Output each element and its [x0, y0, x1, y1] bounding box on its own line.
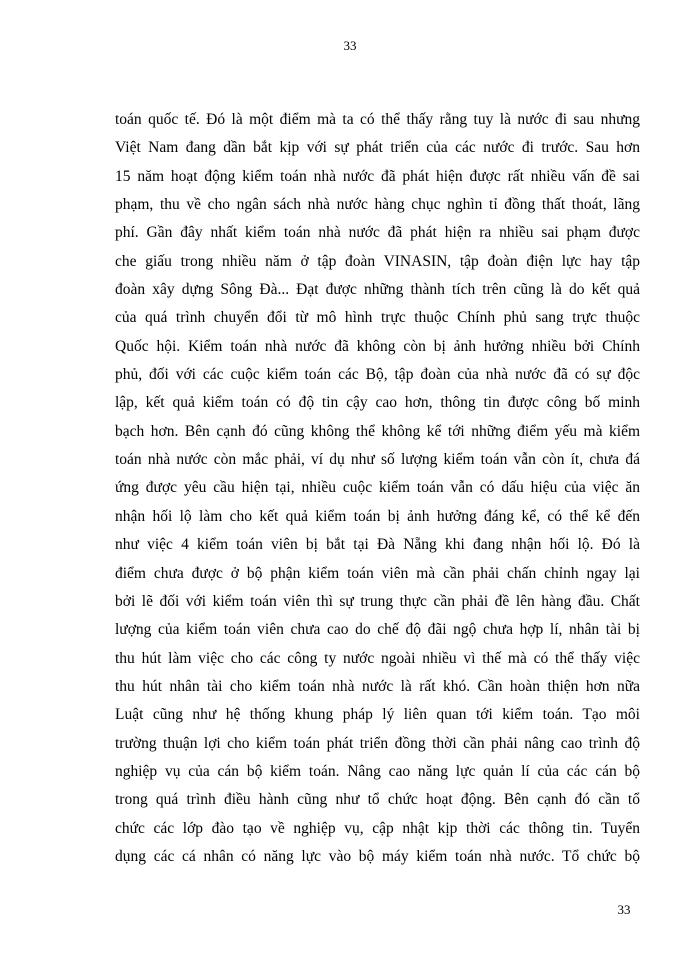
- text-line: đoàn xây dựng Sông Đà... Đạt được những thành tích trên cũng là do kết quả: [115, 281, 640, 299]
- text-line: dụng các cá nhân có năng lực vào bộ máy kiểm toán nhà nước. Tổ chức bộ: [115, 847, 640, 865]
- text-line: điểm chưa được ở bộ phận kiểm toán viên mà cần phải chấn chỉnh ngay lại: [115, 564, 640, 582]
- text-line: lượng của kiểm toán viên chưa cao do chế độ đãi ngộ chưa hợp lí, nhân tài bị: [115, 621, 640, 639]
- text-line: Luật cũng như hệ thống khung pháp lý liên quan tới kiểm toán. Tạo môi: [115, 706, 640, 724]
- text-line: Việt Nam đang dần bắt kịp với sự phát triển của các nước đi trước. Sau hơn: [115, 139, 640, 157]
- text-line: phí. Gần đây nhất kiểm toán nhà nước đã phát hiện ra nhiều sai phạm được: [115, 224, 640, 242]
- text-line: che giấu trong nhiều năm ở tập đoàn VINASIN, tập đoàn điện lực hay tập: [115, 252, 640, 270]
- text-line: phủ, đối với các cuộc kiểm toán các Bộ, tập đoàn của nhà nước đã có sự độc: [115, 366, 640, 384]
- footer-page-number: 33: [617, 902, 631, 917]
- text-line: toán nhà nước còn mắc phải, ví dụ như số lượng kiểm toán vẫn còn ít, chưa đá: [115, 451, 640, 469]
- text-line: của quá trình chuyển đổi từ mô hình trực thuộc Chính phủ sang trực thuộc: [115, 309, 640, 327]
- text-line: trong quá trình điều hành cũng như tổ chức hoạt động. Bên cạnh đó cần tổ: [115, 791, 640, 809]
- text-line: thu hút làm việc cho các công ty nước ngoài nhiều vì thế mà có thể thấy việc: [115, 649, 640, 667]
- text-line: nhận hối lộ làm cho kết quả kiểm toán bị ảnh hưởng đáng kể, có thể kể đến: [115, 507, 640, 525]
- text-line: bởi lẽ đối với kiểm toán viên thì sự trung thực cần phải đề lên hàng đầu. Chất: [115, 592, 640, 610]
- text-line: toán quốc tế. Đó là một điểm mà ta có thể thấy rằng tuy là nước đi sau nhưng: [115, 111, 640, 128]
- text-line: ứng được yêu cầu hiện tại, nhiều cuộc kiểm toán vẫn có dấu hiệu của việc ăn: [115, 479, 640, 497]
- text-line: lập, kết quả kiểm toán có độ tin cậy cao hơn, thông tin được công bố minh: [115, 394, 640, 412]
- text-line: nghiệp vụ của cán bộ kiểm toán. Nâng cao năng lực quản lí của các cán bộ: [115, 762, 640, 780]
- text-line: thu hút nhân tài cho kiểm toán nhà nước là rất khó. Cần hoàn thiện hơn nữa: [115, 677, 640, 695]
- text-line: phạm, thu về cho ngân sách nhà nước hàng chục nghìn tỉ đồng thất thoát, lãng: [115, 196, 640, 214]
- text-line: như việc 4 kiểm toán viên bị bắt tại Đà Nẵng khi đang nhận hối lộ. Đó là: [115, 536, 640, 554]
- header-page-number: 33: [343, 38, 357, 53]
- text-line: chức các lớp đào tạo về nghiệp vụ, cập nhật kịp thời các thông tin. Tuyển: [115, 819, 640, 837]
- text-line: trường thuận lợi cho kiểm toán phát triển đồng thời cần phải nâng cao trình độ: [115, 734, 640, 752]
- body-paragraph: [115, 106, 640, 871]
- text-line: bạch hơn. Bên cạnh đó cũng không thể không kể tới những điểm yếu mà kiểm: [115, 422, 640, 440]
- text-line: 15 năm hoạt động kiểm toán nhà nước đã phát hiện được rất nhiều vấn đề sai: [115, 167, 640, 185]
- text-line: Quốc hội. Kiểm toán nhà nước đã không còn bị ảnh hưởng nhiều bởi Chính: [115, 337, 640, 355]
